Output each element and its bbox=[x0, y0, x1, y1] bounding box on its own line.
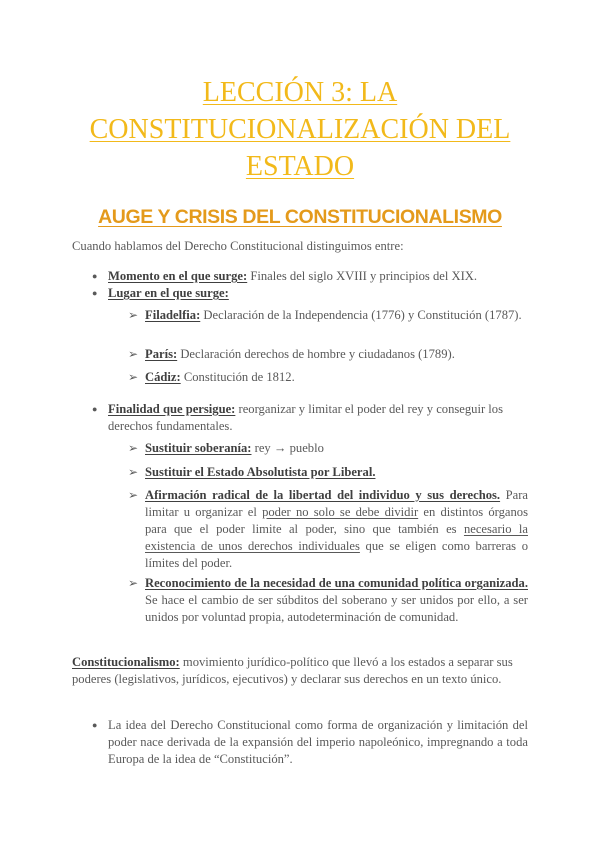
intro-paragraph: Cuando hablamos del Derecho Constitucional distinguimos entre: bbox=[72, 239, 404, 253]
final-bullet: La idea del Derecho Constitucional como forma de organización y limitación del poder nace derivada de la expansión del imperio napoleónico, impregnando a toda Europa de la idea de “Constitución”. bbox=[108, 718, 528, 766]
list-item-goal bbox=[108, 401, 528, 435]
place-item-cadiz bbox=[145, 369, 528, 386]
place-text-cadiz: Constitución de 1812. bbox=[180, 370, 295, 384]
place-item-paris bbox=[145, 346, 528, 363]
bullet-dot-icon: ● bbox=[92, 720, 98, 730]
place-item-filadelfia bbox=[145, 307, 528, 324]
bullet-dot-icon: ● bbox=[92, 288, 98, 298]
goal-4-label: Reconocimiento de la necesidad de una comunidad política organizada. bbox=[145, 576, 528, 590]
arrow-icon: ➢ bbox=[128, 576, 139, 590]
goal-item-1 bbox=[145, 440, 528, 457]
goal-3-text-b: en distintos órganos para que el poder limite al poder, sino que también es bbox=[145, 505, 529, 536]
goal-3-label: Afirmación radical de la libertad del individuo y sus derechos. bbox=[145, 488, 501, 502]
place-text-filadelfia: Declaración de la Independencia (1776) y Constitución (1787). bbox=[200, 308, 522, 322]
place-label: Lugar en el que surge: bbox=[108, 286, 229, 300]
place-label-cadiz: Cádiz: bbox=[145, 370, 181, 384]
goal-3-underline-1: poder no solo se debe dividir bbox=[262, 505, 419, 519]
section-heading: AUGE Y CRISIS DEL CONSTITUCIONALISMO bbox=[98, 206, 502, 228]
bullet-dot-icon: ● bbox=[92, 271, 98, 281]
moment-label: Momento en el que surge: bbox=[108, 269, 248, 283]
moment-text: Finales del siglo XVIII y principios del XIX. bbox=[247, 269, 478, 283]
goal-3-text-c: que se eligen como barreras o límites del poder. bbox=[145, 539, 529, 570]
goal-4-text: Se hace el cambio de ser súbditos del soberano y ser unidos por ello, a ser unidos por voluntad propia, autodeterminación de comunidad. bbox=[145, 593, 528, 624]
goal-item-2 bbox=[145, 464, 528, 481]
arrow-icon: ➢ bbox=[128, 465, 139, 479]
list-item-moment bbox=[108, 268, 528, 285]
goal-text: reorganizar y limitar el poder del rey y conseguir los derechos fundamentales. bbox=[108, 402, 504, 433]
goal-label: Finalidad que persigue: bbox=[108, 402, 236, 416]
arrow-icon: ➢ bbox=[128, 441, 139, 455]
bullet-dot-icon: ● bbox=[92, 404, 98, 414]
constitucionalismo-text: movimiento jurídico-político que llevó a los estados a separar sus poderes (legislativos, jurídicos, ejecutivos) y declarar sus derechos en un texto único. bbox=[72, 655, 513, 686]
list-item-place bbox=[108, 285, 528, 302]
constitucionalismo-label: Constitucionalismo: bbox=[72, 655, 180, 669]
goal-1-label: Sustituir soberanía: bbox=[145, 441, 252, 455]
arrow-icon: ➢ bbox=[128, 347, 139, 361]
goal-3-text-a: Para limitar u organizar el bbox=[145, 488, 528, 519]
arrow-icon: ➢ bbox=[128, 308, 139, 322]
arrow-icon: ➢ bbox=[128, 488, 139, 502]
goal-2-label: Sustituir el Estado Absolutista por Liberal. bbox=[145, 465, 376, 479]
place-label-filadelfia: Filadelfia: bbox=[145, 308, 201, 322]
goal-item-3 bbox=[145, 487, 528, 572]
constitucionalismo-paragraph bbox=[72, 654, 528, 688]
goal-3-underline-2: necesario la existencia de unos derechos individuales bbox=[145, 522, 528, 553]
arrow-icon: ➢ bbox=[128, 370, 139, 384]
goal-1-text: rey → pueblo bbox=[251, 441, 324, 455]
page-title: LECCIÓN 3: LA CONSTITUCIONALIZACIÓN DEL ESTADO bbox=[89, 77, 511, 182]
goal-item-4 bbox=[145, 575, 528, 626]
place-text-paris: Declaración derechos de hombre y ciudadanos (1789). bbox=[177, 347, 455, 361]
place-label-paris: París: bbox=[145, 347, 178, 361]
